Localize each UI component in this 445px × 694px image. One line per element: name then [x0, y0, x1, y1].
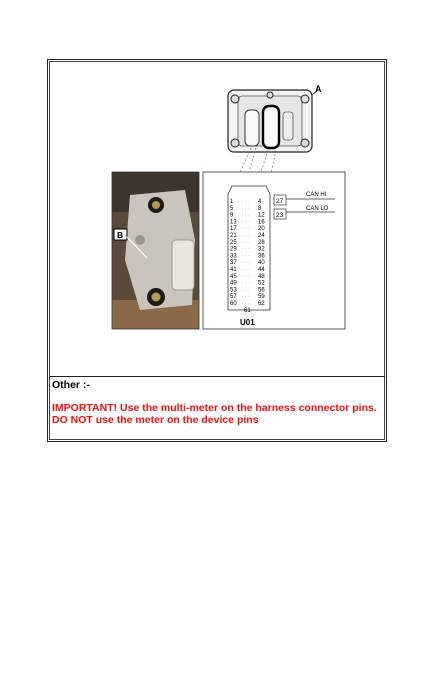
pin-label-right: 52	[258, 280, 265, 287]
pin-label-left: 33	[230, 253, 237, 260]
pin-label-left: 29	[230, 246, 237, 253]
pin-dots: · · ·	[242, 280, 250, 287]
pin-dots: · · ·	[242, 301, 250, 307]
pin-dots: · · ·	[242, 287, 250, 294]
connector-name: U01	[240, 318, 255, 327]
callout-a: A	[315, 84, 322, 94]
pin-label-right: 36	[258, 253, 265, 260]
pin-dots: · · ·	[242, 260, 250, 267]
pin-dots: · · ·	[242, 267, 250, 273]
pin-label-right: 8	[258, 205, 262, 212]
pin-label-left: 41	[230, 267, 237, 273]
pin-label-left: 60	[230, 301, 237, 307]
pin-label-left: 53	[230, 287, 237, 294]
pin-bottom: 61	[244, 308, 251, 314]
pin-label-right: 20	[258, 226, 265, 233]
pin-label-left: 9	[230, 212, 234, 219]
pin-dots: · · ·	[242, 226, 250, 233]
module-top-view	[228, 90, 318, 152]
pin-label-right: 59	[258, 294, 265, 301]
important-note: IMPORTANT! Use the multi-meter on the harness connector pins. DO NOT use the meter on the device pins	[52, 402, 377, 426]
pin-label-left: 1	[230, 199, 234, 205]
pin-label-left: 13	[230, 219, 237, 226]
can-lo-pin: 23	[276, 212, 284, 219]
pin-label-right: 4	[258, 199, 262, 205]
pin-label-left: 5	[230, 205, 234, 212]
pin-dots: · · ·	[242, 294, 250, 301]
pin-dots: · · ·	[242, 233, 250, 239]
pin-label-right: 16	[258, 219, 265, 226]
pin-dots: · · ·	[242, 239, 250, 246]
pin-label-left: 45	[230, 273, 237, 280]
device-photo	[112, 172, 199, 329]
pin-label-right: 12	[258, 212, 265, 219]
pin-label-right: 40	[258, 260, 265, 267]
can-hi-label: CAN HI	[306, 192, 327, 198]
pin-label-right: 28	[258, 239, 265, 246]
pin-label-right: 44	[258, 267, 265, 273]
pin-label-left: 25	[230, 239, 237, 246]
pin-dots: · · ·	[242, 246, 250, 253]
can-hi-pin: 27	[276, 198, 284, 205]
pin-label-right: 56	[258, 287, 265, 294]
pin-label-right: 48	[258, 273, 265, 280]
pin-dots: · · ·	[242, 212, 250, 219]
pin-label-right: 24	[258, 233, 265, 239]
pin-dots: · · ·	[242, 253, 250, 260]
pin-label-left: 17	[230, 226, 237, 233]
pin-dots: · · ·	[242, 273, 250, 280]
pin-label-right: 62	[258, 301, 265, 307]
pin-dots: · · ·	[242, 205, 250, 212]
pin-dots: · · ·	[242, 199, 250, 205]
pin-label-right: 32	[258, 246, 265, 253]
pin-label-left: 37	[230, 260, 237, 267]
pin-label-left: 49	[230, 280, 237, 287]
pin-label-left: 57	[230, 294, 237, 301]
can-lo-label: CAN LO	[306, 206, 329, 212]
pin-dots: · · ·	[242, 219, 250, 226]
pin-label-left: 21	[230, 233, 237, 239]
other-label: Other :-	[52, 379, 90, 391]
callout-b: B	[117, 230, 124, 240]
